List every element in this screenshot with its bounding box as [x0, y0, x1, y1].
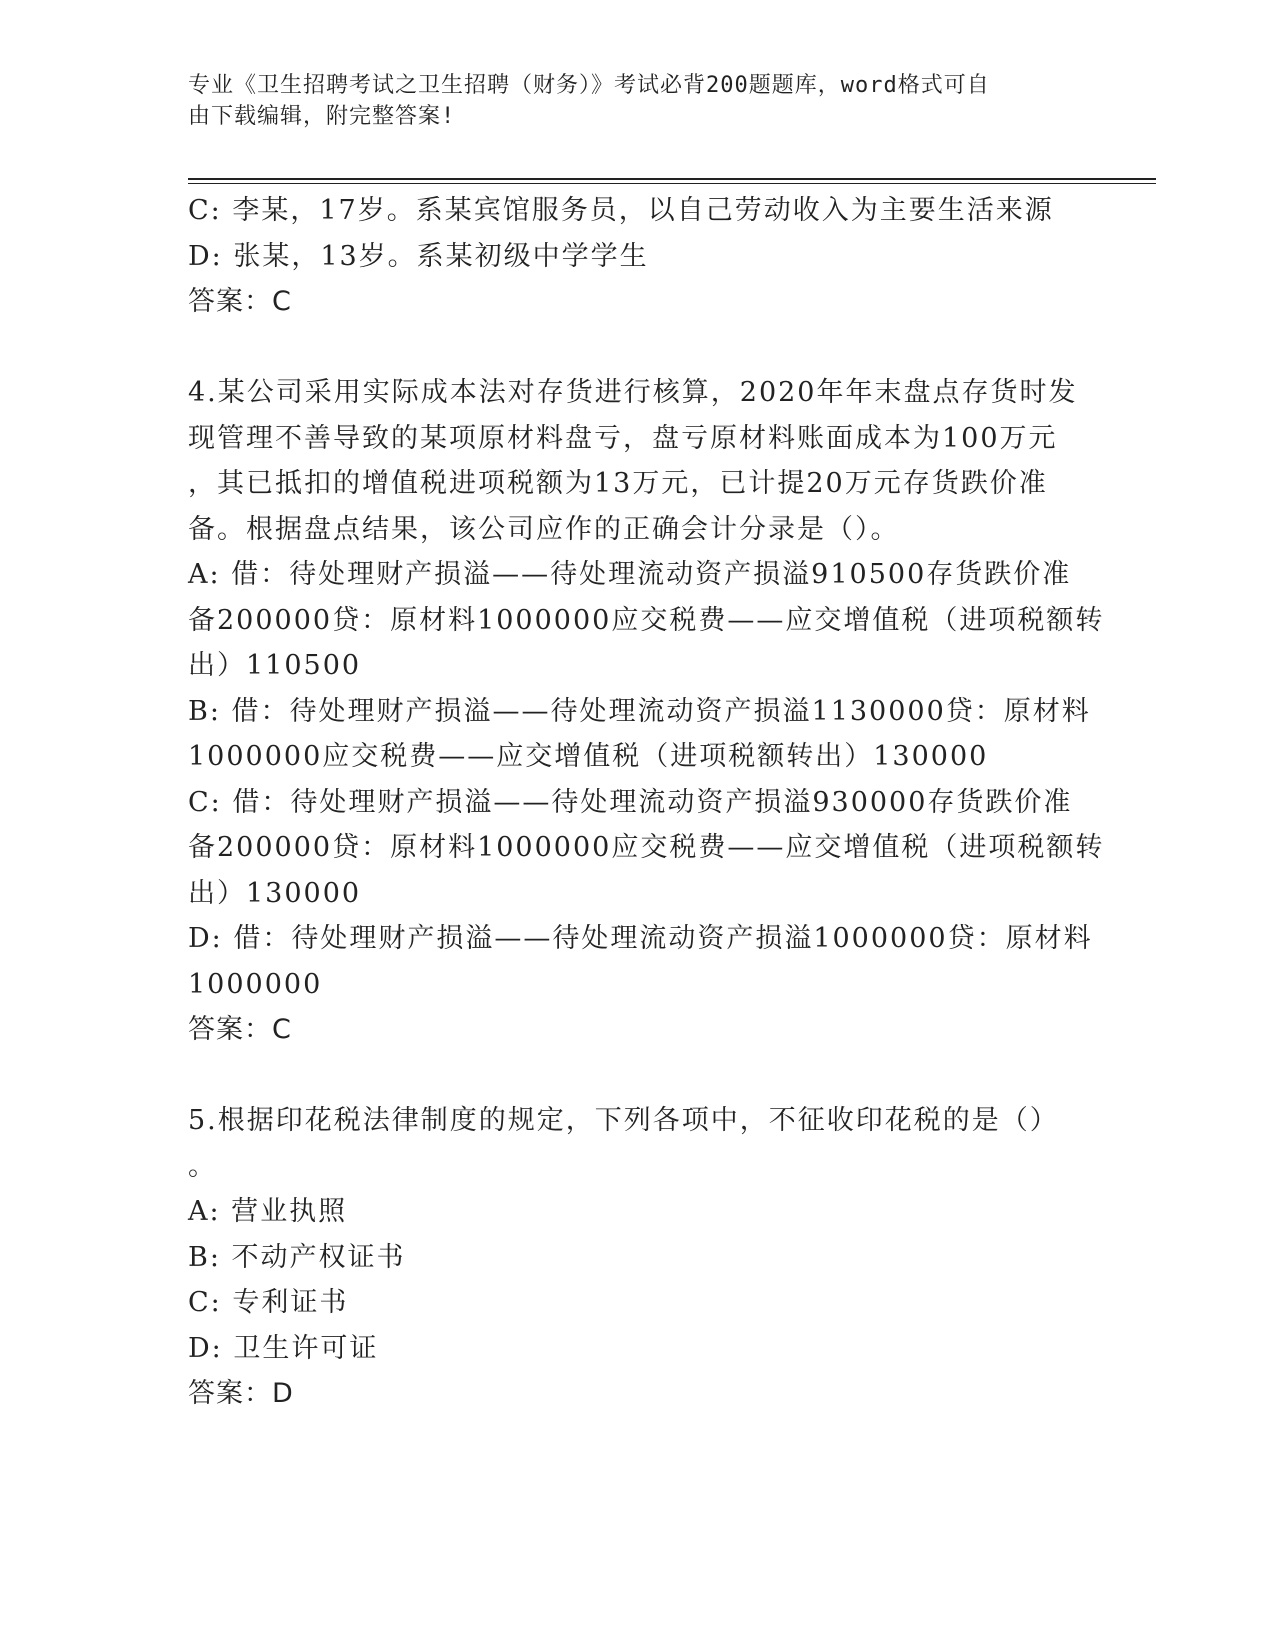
q4-option-a-line-2: 备200000贷：原材料1000000应交税费——应交增值税（进项税额转 — [188, 604, 1105, 636]
question-5 — [188, 1098, 1088, 1417]
q5-answer: 答案：D — [188, 1378, 294, 1409]
q4-option-d-line-1: D: 借：待处理财产损溢——待处理流动资产损溢1000000贷：原材料 — [188, 923, 1093, 954]
q3-answer: 答案：C — [188, 286, 292, 317]
q5-option-d: D: 卫生许可证 — [188, 1332, 379, 1364]
q4-option-c-line-2: 备200000贷：原材料1000000应交税费——应交增值税（进项税额转 — [188, 832, 1105, 863]
q4-option-a-line-1: A: 借：待处理财产损溢——待处理流动资产损溢910500存货跌价准 — [188, 559, 1072, 590]
q3-option-c: C: 李某，17岁。系某宾馆服务员，以自己劳动收入为主要生活来源 — [188, 195, 1054, 226]
page-header — [188, 70, 1088, 132]
q4-option-c-line-1: C: 借：待处理财产损溢——待处理流动资产损溢930000存货跌价准 — [188, 786, 1073, 818]
header-divider-thin — [188, 183, 1156, 184]
q4-option-c-line-3: 出）130000 — [188, 877, 362, 909]
q3-option-d: D: 张某，13岁。系某初级中学学生 — [188, 240, 649, 272]
spacer — [188, 325, 1088, 371]
q4-stem-line-1: 4.某公司采用实际成本法对存货进行核算，2020年年末盘点存货时发 — [188, 377, 1078, 408]
q4-option-d-line-2: 1000000 — [188, 968, 323, 1000]
q5-option-c: C: 专利证书 — [188, 1287, 349, 1318]
spacer — [188, 1053, 1088, 1099]
header-divider-thick — [188, 178, 1156, 180]
q4-answer: 答案：C — [188, 1014, 292, 1045]
q4-option-b-line-2: 1000000应交税费——应交增值税（进项税额转出）130000 — [188, 741, 989, 772]
header-title-line-2: 由下载编辑，附完整答案! — [188, 104, 456, 129]
q4-stem-line-2: 现管理不善导致的某项原材料盘亏，盘亏原材料账面成本为100万元 — [188, 422, 1058, 454]
question-3-tail — [188, 188, 1088, 325]
q5-stem-line-2: 。 — [188, 1150, 217, 1182]
q4-option-a-line-3: 出）110500 — [188, 650, 362, 681]
q4-stem-line-3: ，其已抵扣的增值税进项税额为13万元，已计提20万元存货跌价准 — [188, 468, 1048, 499]
document-body — [188, 188, 1105, 1417]
q4-option-b-line-1: B: 借：待处理财产损溢——待处理流动资产损溢1130000贷：原材料 — [188, 695, 1091, 727]
q5-stem-line-1: 5.根据印花税法律制度的规定，下列各项中，不征收印花税的是（） — [188, 1105, 1059, 1136]
q4-stem-line-4: 备。根据盘点结果，该公司应作的正确会计分录是（）。 — [188, 513, 900, 545]
question-4 — [188, 370, 1105, 1053]
q5-option-a: A: 营业执照 — [188, 1196, 348, 1227]
q5-option-b: B: 不动产权证书 — [188, 1241, 406, 1273]
header-title-line-1: 专业《卫生招聘考试之卫生招聘（财务）》考试必背200题题库，word格式可自 — [188, 73, 990, 98]
